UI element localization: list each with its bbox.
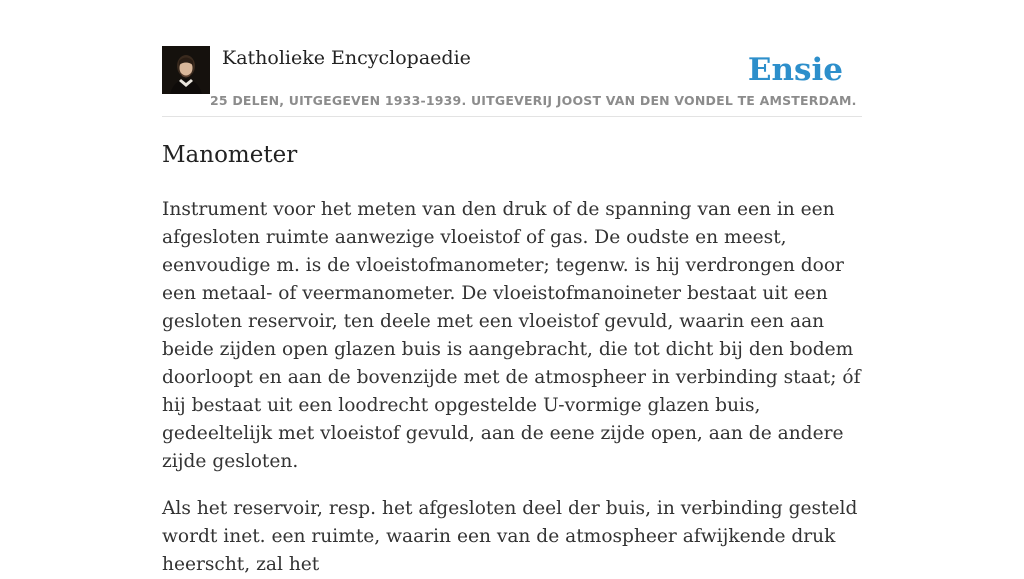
source-title[interactable]: Katholieke Encyclopaedie <box>222 47 471 69</box>
page <box>162 0 862 579</box>
source-header <box>162 0 862 117</box>
source-subtitle: 25 DELEN, UITGEGEVEN 1933-1939. UITGEVERIJ JOOST VAN DEN VONDEL TE AMSTERDAM. <box>210 93 857 108</box>
ensie-logo-link[interactable]: Ensie <box>747 52 843 88</box>
portrait-avatar-icon[interactable] <box>162 46 210 94</box>
article-paragraph: Als het reservoir, resp. het afgesloten deel der buis, in verbinding gesteld wordt inet. een ruimte, waarin een van de atmospheer afwijkende druk heerscht, zal het <box>162 498 858 575</box>
article-paragraph: Instrument voor het meten van den druk of de spanning van een in een afgesloten ruimte aanwezige vloeistof of gas. De oudste en meest, eenvoudige m. is de vloeistofmanometer; tegenw. is hij verdrongen door een metaal- of veermanometer. De vloeistofmanoineter bestaat uit een gesloten reservoir, ten deele met een vloeistof gevuld, waarin een aan beide zijden open glazen buis is aangebracht, die tot dicht bij den bodem doorloopt en aan de bovenzijde met de atmospheer in verbinding staat; óf hij bestaat uit een loodrecht opgestelde U-vormige glazen buis, gedeeltelijk met vloeistof gevuld, aan de eene zijde open, aan de andere zijde gesloten. <box>162 199 861 472</box>
article-body <box>162 196 862 579</box>
article-title: Manometer <box>162 142 298 168</box>
